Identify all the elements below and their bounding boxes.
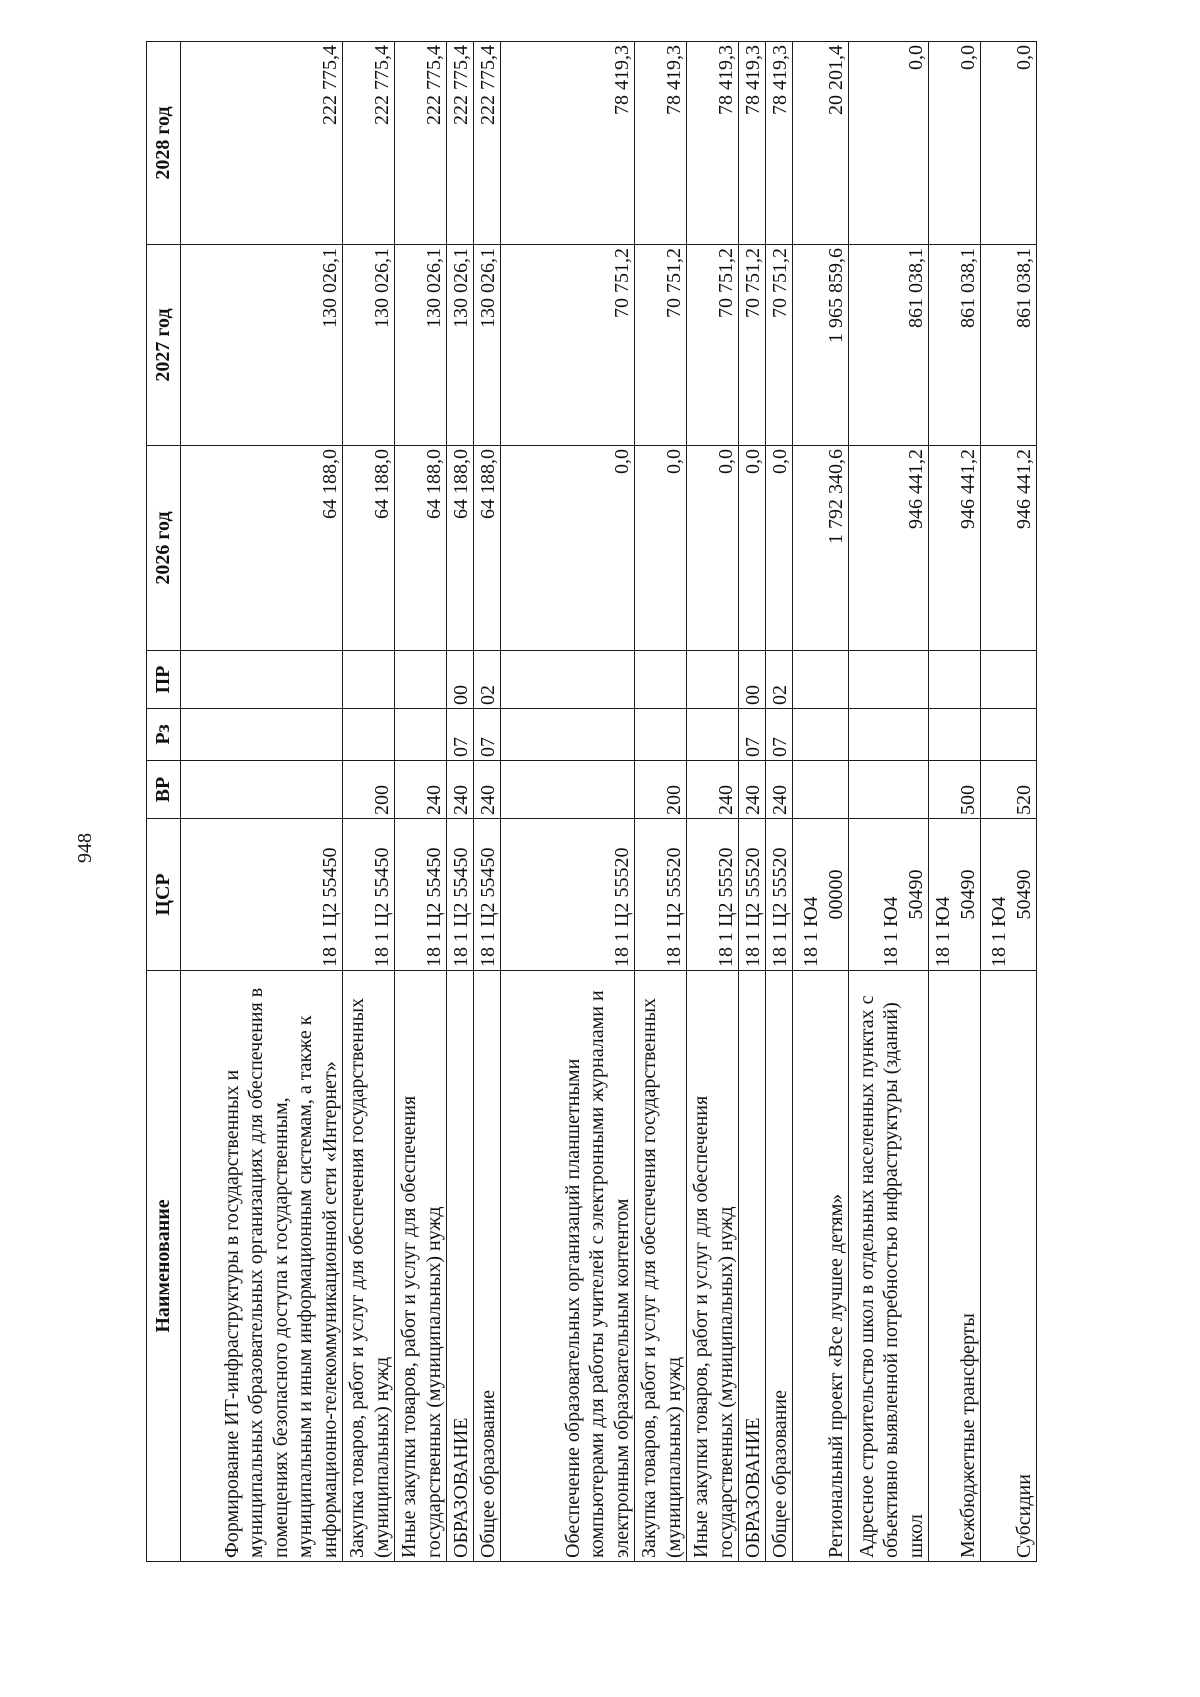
cell-rz [687, 709, 739, 761]
cell-name: Субсидии [981, 971, 1037, 1562]
cell-pr [793, 651, 849, 709]
cell-2027: 130 026,1 [181, 245, 343, 446]
cell-2028: 222 775,4 [395, 42, 447, 245]
csr-line-1: 18 1 Ц2 55450 [422, 847, 445, 967]
cell-pr [929, 651, 981, 709]
header-2026: 2026 год [147, 446, 181, 651]
cell-csr [447, 819, 474, 971]
cell-2026: 0,0 [501, 446, 635, 651]
cell-name: Адресное строительство школ в отдельных населенных пунктах с объективно выявленной потребностью инфраструктуры (зданий) школ [849, 971, 929, 1562]
cell-name: Закупка товаров, работ и услуг для обеспечения государственных (муниципальных) нужд [635, 971, 687, 1562]
cell-rz: 07 [739, 709, 766, 761]
cell-2028: 222 775,4 [474, 42, 501, 245]
cell-2028: 222 775,4 [343, 42, 395, 245]
cell-name: ОБРАЗОВАНИЕ [447, 971, 474, 1562]
table-row [739, 42, 766, 1562]
cell-rz: 07 [474, 709, 501, 761]
cell-2026: 64 188,0 [474, 446, 501, 651]
header-2027: 2027 год [147, 245, 181, 446]
csr-line-1: 18 1 Ю4 [932, 896, 955, 967]
cell-csr [474, 819, 501, 971]
cell-csr [981, 819, 1037, 971]
csr-line-1: 18 1 Ц2 55520 [662, 847, 685, 967]
cell-vr [181, 761, 343, 819]
cell-pr [501, 651, 635, 709]
table-row [501, 42, 635, 1562]
cell-2028: 78 419,3 [635, 42, 687, 245]
cell-pr [849, 651, 929, 709]
cell-rz: 07 [766, 709, 793, 761]
cell-vr: 240 [395, 761, 447, 819]
cell-2027: 1 965 859,6 [793, 245, 849, 446]
cell-name: Региональный проект «Все лучшее детям» [793, 971, 849, 1562]
cell-2027: 130 026,1 [447, 245, 474, 446]
cell-name: Закупка товаров, работ и услуг для обеспечения государственных (муниципальных) нужд [343, 971, 395, 1562]
cell-vr [849, 761, 929, 819]
csr-line-2: 50490 [1012, 869, 1035, 920]
csr-line-1: 18 1 Ц2 55450 [318, 847, 341, 967]
cell-2028: 0,0 [981, 42, 1037, 245]
cell-2026: 1 792 340,6 [793, 446, 849, 651]
cell-pr [635, 651, 687, 709]
cell-pr: 02 [766, 651, 793, 709]
cell-vr: 240 [766, 761, 793, 819]
cell-pr [687, 651, 739, 709]
cell-vr: 240 [687, 761, 739, 819]
cell-2027: 70 751,2 [501, 245, 635, 446]
cell-vr: 520 [981, 761, 1037, 819]
cell-vr: 240 [739, 761, 766, 819]
cell-rz [981, 709, 1037, 761]
cell-2027: 70 751,2 [687, 245, 739, 446]
csr-line-1: 18 1 Ц2 55520 [768, 847, 791, 967]
header-name: Наименование [147, 971, 181, 1562]
cell-2026: 0,0 [635, 446, 687, 651]
cell-pr: 00 [739, 651, 766, 709]
cell-pr [181, 651, 343, 709]
csr-line-1: 18 1 Ц2 55520 [610, 847, 633, 967]
cell-2028: 78 419,3 [739, 42, 766, 245]
cell-2027: 130 026,1 [343, 245, 395, 446]
cell-name: Формирование ИТ-инфраструктуры в государственных и муниципальных образовательных организациях для обеспечения в помещениях безопасного доступа к государственным, муниципальным и иным информационным системам, а также к информационно-телекоммуникационной сети «Интернет» [181, 971, 343, 1562]
cell-2027: 861 038,1 [981, 245, 1037, 446]
cell-2026: 946 441,2 [981, 446, 1037, 651]
cell-csr [343, 819, 395, 971]
csr-line-1: 18 1 Ю4 [880, 896, 903, 967]
csr-line-1: 18 1 Ю4 [988, 896, 1011, 967]
cell-pr [395, 651, 447, 709]
cell-csr [929, 819, 981, 971]
csr-line-1: 18 1 Ц2 55520 [741, 847, 764, 967]
table-row [793, 42, 849, 1562]
cell-csr [181, 819, 343, 971]
cell-pr: 00 [447, 651, 474, 709]
cell-csr [501, 819, 635, 971]
csr-line-1: 18 1 Ц2 55450 [370, 847, 393, 967]
cell-rz [343, 709, 395, 761]
cell-2027: 861 038,1 [929, 245, 981, 446]
cell-2028: 0,0 [929, 42, 981, 245]
cell-name: Иные закупки товаров, работ и услуг для обеспечения государственных (муниципальных) нужд [687, 971, 739, 1562]
cell-vr: 200 [343, 761, 395, 819]
cell-name: Общее образование [474, 971, 501, 1562]
cell-vr [501, 761, 635, 819]
cell-2028: 78 419,3 [501, 42, 635, 245]
cell-name: Общее образование [766, 971, 793, 1562]
table-header-row [147, 42, 181, 1562]
cell-csr [739, 819, 766, 971]
table-row [981, 42, 1037, 1562]
csr-line-1: 18 1 Ю4 [800, 896, 823, 967]
cell-2026: 946 441,2 [929, 446, 981, 651]
header-vr: ВР [147, 761, 181, 819]
cell-2027: 70 751,2 [739, 245, 766, 446]
table-body [181, 42, 1037, 1562]
header-csr: ЦСР [147, 819, 181, 971]
cell-2026: 946 441,2 [849, 446, 929, 651]
cell-rz [501, 709, 635, 761]
cell-2026: 64 188,0 [343, 446, 395, 651]
cell-2027: 130 026,1 [395, 245, 447, 446]
table-row [395, 42, 447, 1562]
cell-2026: 0,0 [739, 446, 766, 651]
cell-2026: 0,0 [766, 446, 793, 651]
cell-2026: 64 188,0 [181, 446, 343, 651]
cell-csr [687, 819, 739, 971]
cell-pr [343, 651, 395, 709]
table-row [474, 42, 501, 1562]
cell-rz [635, 709, 687, 761]
cell-vr: 240 [447, 761, 474, 819]
cell-rz: 07 [447, 709, 474, 761]
table-row [766, 42, 793, 1562]
cell-2026: 0,0 [687, 446, 739, 651]
cell-name: ОБРАЗОВАНИЕ [739, 971, 766, 1562]
page-number: 948 [74, 833, 96, 863]
cell-rz [929, 709, 981, 761]
table-row [849, 42, 929, 1562]
header-2028: 2028 год [147, 42, 181, 245]
table-row [447, 42, 474, 1562]
cell-csr [766, 819, 793, 971]
csr-line-1: 18 1 Ц2 55520 [714, 847, 737, 967]
cell-name: Межбюджетные трансферты [929, 971, 981, 1562]
cell-2028: 0,0 [849, 42, 929, 245]
cell-vr [793, 761, 849, 819]
cell-vr: 240 [474, 761, 501, 819]
table-row [635, 42, 687, 1562]
table-row [929, 42, 981, 1562]
cell-2026: 64 188,0 [395, 446, 447, 651]
cell-csr [395, 819, 447, 971]
cell-2028: 222 775,4 [447, 42, 474, 245]
cell-2028: 20 201,4 [793, 42, 849, 245]
cell-rz [849, 709, 929, 761]
cell-rz [793, 709, 849, 761]
rotated-page-content [146, 42, 1057, 1562]
csr-line-2: 00000 [824, 869, 847, 920]
cell-2027: 861 038,1 [849, 245, 929, 446]
cell-csr [793, 819, 849, 971]
cell-pr [981, 651, 1037, 709]
cell-rz [181, 709, 343, 761]
cell-2027: 70 751,2 [635, 245, 687, 446]
table-row [343, 42, 395, 1562]
cell-2027: 70 751,2 [766, 245, 793, 446]
cell-name: Обеспечение образовательных организаций планшетными компьютерами для работы учителей с электронными журналами и электронным образовательным контентом [501, 971, 635, 1562]
csr-line-2: 50490 [904, 869, 927, 920]
table-row [181, 42, 343, 1562]
csr-line-1: 18 1 Ц2 55450 [476, 847, 499, 967]
cell-2028: 222 775,4 [181, 42, 343, 245]
cell-pr: 02 [474, 651, 501, 709]
budget-table [146, 41, 1037, 1562]
cell-2028: 78 419,3 [766, 42, 793, 245]
cell-name: Иные закупки товаров, работ и услуг для обеспечения государственных (муниципальных) нужд [395, 971, 447, 1562]
cell-2026: 64 188,0 [447, 446, 474, 651]
csr-line-2: 50490 [956, 869, 979, 920]
cell-vr: 500 [929, 761, 981, 819]
cell-2028: 78 419,3 [687, 42, 739, 245]
cell-csr [635, 819, 687, 971]
cell-vr: 200 [635, 761, 687, 819]
cell-2027: 130 026,1 [474, 245, 501, 446]
header-pr: ПР [147, 651, 181, 709]
csr-line-1: 18 1 Ц2 55450 [449, 847, 472, 967]
cell-rz [395, 709, 447, 761]
cell-csr [849, 819, 929, 971]
header-rz: Рз [147, 709, 181, 761]
table-row [687, 42, 739, 1562]
